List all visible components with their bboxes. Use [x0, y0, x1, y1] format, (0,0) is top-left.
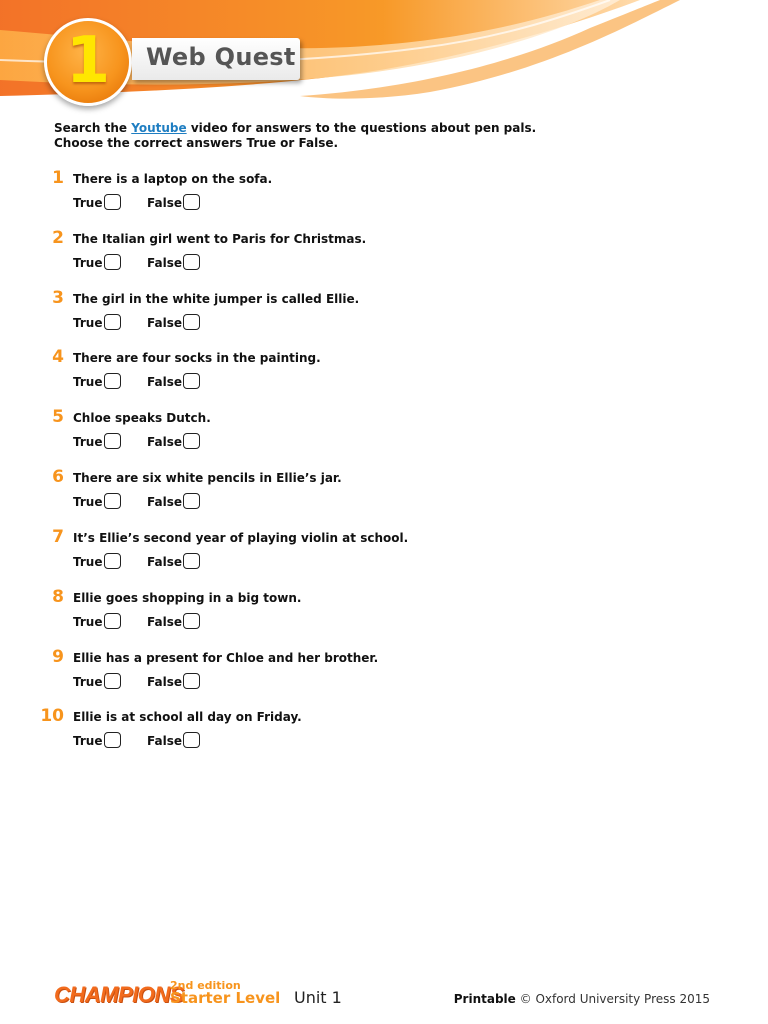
question-number: 5 [52, 407, 64, 427]
instructions-line-1 [54, 121, 536, 136]
question-text: It’s Ellie’s second year of playing violin at school. [73, 531, 409, 545]
level-label: Starter Level [170, 989, 281, 1007]
false-checkbox[interactable] [183, 613, 200, 629]
question-number: 4 [52, 347, 64, 367]
true-checkbox[interactable] [104, 673, 121, 689]
true-label: True [73, 615, 103, 629]
question-text: Ellie has a present for Chloe and her brother. [73, 651, 379, 665]
question-item [0, 168, 768, 232]
page-title: Web Quest [146, 43, 296, 71]
instructions-line-2: Choose the correct answers True or False. [54, 136, 339, 150]
unit-number: 1 [65, 24, 111, 98]
true-label: True [73, 734, 103, 748]
unit-number-badge [44, 18, 132, 106]
false-label: False [147, 675, 182, 689]
false-checkbox[interactable] [183, 194, 200, 210]
youtube-link[interactable]: Youtube [131, 121, 187, 135]
instructions-suffix: video for answers to the questions about pen pals. [190, 121, 537, 135]
true-label: True [73, 196, 103, 210]
question-text: The Italian girl went to Paris for Christmas. [73, 232, 367, 246]
false-checkbox[interactable] [183, 493, 200, 509]
true-label: True [73, 555, 103, 569]
question-item [0, 527, 768, 591]
false-label: False [147, 375, 182, 389]
question-text: There is a laptop on the sofa. [73, 172, 273, 186]
question-item [0, 467, 768, 531]
question-item [0, 288, 768, 352]
question-item [0, 347, 768, 411]
question-item [0, 706, 768, 770]
false-label: False [147, 316, 182, 330]
false-label: False [147, 615, 182, 629]
false-label: False [147, 555, 182, 569]
false-checkbox[interactable] [183, 433, 200, 449]
false-label: False [147, 435, 182, 449]
question-number: 1 [52, 168, 64, 188]
question-item [0, 647, 768, 711]
true-checkbox[interactable] [104, 613, 121, 629]
question-number: 9 [52, 647, 64, 667]
true-label: True [73, 435, 103, 449]
true-label: True [73, 675, 103, 689]
question-text: The girl in the white jumper is called Ellie. [73, 292, 360, 306]
question-number: 8 [52, 587, 64, 607]
true-checkbox[interactable] [104, 194, 121, 210]
false-checkbox[interactable] [183, 673, 200, 689]
true-checkbox[interactable] [104, 553, 121, 569]
instructions [54, 121, 536, 151]
true-checkbox[interactable] [104, 373, 121, 389]
instructions-prefix: Search the [54, 121, 128, 135]
true-label: True [73, 375, 103, 389]
question-number: 2 [52, 228, 64, 248]
false-label: False [147, 256, 182, 270]
true-checkbox[interactable] [104, 314, 121, 330]
false-checkbox[interactable] [183, 314, 200, 330]
question-text: Ellie goes shopping in a big town. [73, 591, 302, 605]
question-text: Ellie is at school all day on Friday. [73, 710, 302, 724]
false-label: False [147, 734, 182, 748]
question-text: Chloe speaks Dutch. [73, 411, 211, 425]
copyright-notice [454, 992, 710, 1006]
question-number: 10 [40, 706, 64, 726]
false-checkbox[interactable] [183, 553, 200, 569]
true-checkbox[interactable] [104, 433, 121, 449]
title-banner [132, 38, 300, 80]
false-checkbox[interactable] [183, 254, 200, 270]
true-label: True [73, 495, 103, 509]
question-item [0, 587, 768, 651]
champions-logo: CHAMPIONS [54, 982, 184, 1007]
false-label: False [147, 495, 182, 509]
false-checkbox[interactable] [183, 373, 200, 389]
false-label: False [147, 196, 182, 210]
question-item [0, 228, 768, 292]
printable-label: Printable [453, 992, 516, 1006]
unit-label: Unit 1 [294, 988, 342, 1007]
edition-label: 2nd edition [170, 979, 241, 992]
copyright-text: © Oxford University Press 2015 [519, 992, 710, 1006]
question-text: There are six white pencils in Ellie’s jar. [73, 471, 342, 485]
true-label: True [73, 316, 103, 330]
true-checkbox[interactable] [104, 493, 121, 509]
true-label: True [73, 256, 103, 270]
true-checkbox[interactable] [104, 254, 121, 270]
question-text: There are four socks in the painting. [73, 351, 321, 365]
false-checkbox[interactable] [183, 732, 200, 748]
true-checkbox[interactable] [104, 732, 121, 748]
question-number: 7 [52, 527, 64, 547]
question-number: 3 [52, 288, 64, 308]
question-number: 6 [52, 467, 64, 487]
question-item [0, 407, 768, 471]
